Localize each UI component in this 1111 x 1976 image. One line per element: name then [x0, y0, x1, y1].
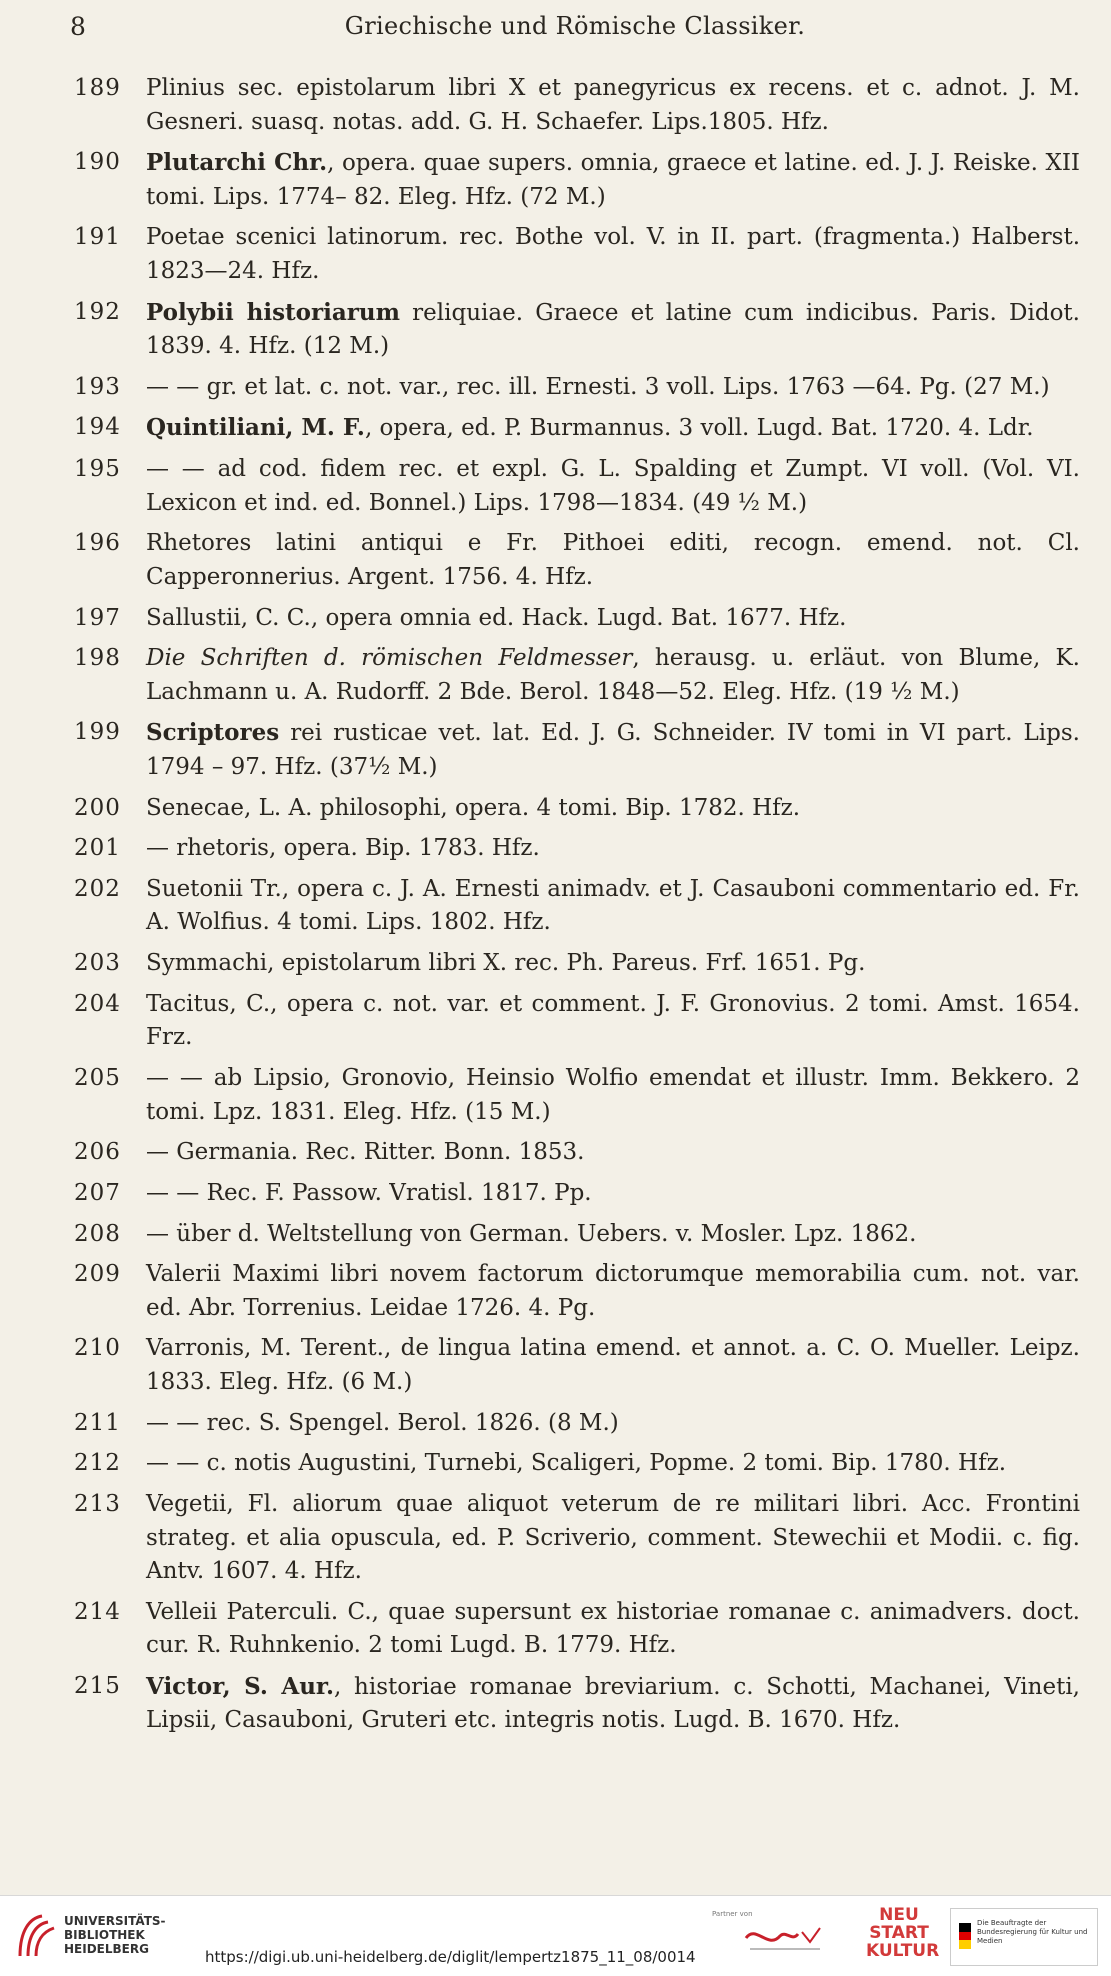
catalogue-entry [74, 873, 1080, 940]
entry-text [146, 716, 1080, 784]
entry-number: 203 [74, 950, 121, 977]
catalogue-entry [74, 947, 1080, 981]
partner-label: Partner von [712, 1910, 753, 1918]
entry-segment: — — gr. et lat. c. not. var., rec. ill. Ernesti. 3 voll. Lips. 1763 —64. Pg. (27 M.) [146, 373, 1050, 400]
entry-number: 206 [74, 1139, 121, 1166]
entry-segment: — — ad cod. fidem rec. et expl. G. L. Spalding et Zumpt. VI voll. (Vol. VI. Lexicon et ind. ed. Bonnel.) Lips. 1798—1834. (49 ½ M.) [146, 456, 1080, 516]
catalogue-entry [74, 1488, 1080, 1589]
catalogue-entry [74, 371, 1080, 405]
catalogue-entry [74, 1332, 1080, 1399]
entry-number: 199 [74, 719, 121, 746]
entry-text [146, 1218, 1080, 1252]
entry-text [146, 1488, 1080, 1589]
entry-number: 207 [74, 1179, 121, 1206]
entry-number: 191 [74, 224, 121, 251]
entry-text [146, 792, 1080, 826]
entry-number: 200 [74, 794, 121, 821]
catalogue-entry [74, 221, 1080, 288]
entry-segment: Vegetii, Fl. aliorum quae aliquot veterum de re militari libri. Acc. Frontini strateg. et alia opuscula, ed. P. Scriverio, comment. Stewechii et Modii. c. fig. Antv. 1607. 4. Hfz. [146, 1491, 1080, 1584]
neustart-kultur-logo[interactable]: NEU START KULTUR [866, 1905, 940, 1961]
entry-text [146, 1670, 1080, 1738]
entry-author: Quintiliani, M. F. [146, 414, 365, 442]
catalogue-entry [74, 296, 1080, 364]
entry-text [146, 1177, 1080, 1211]
entry-italic-title: Die Schriften d. römischen Feldmesser [146, 645, 633, 672]
entry-number: 194 [74, 414, 121, 441]
entry-segment: — — ab Lipsio, Gronovio, Heinsio Wolfio emendat et illustr. Imm. Bekkero. 2 tomi. Lpz. 1831. Eleg. Hfz. (15 M.) [146, 1065, 1080, 1125]
entry-segment: , opera. quae supers. omnia, graece et latine. ed. J. J. Reiske. XII tomi. Lips. 1774– 82. Eleg. Hfz. (72 M.) [146, 150, 1080, 210]
entry-number: 215 [74, 1672, 121, 1699]
entry-segment: Velleii Paterculi. C., quae supersunt ex historiae romanae c. animadvers. doct. cur. R. Ruhnkenio. 2 tomi Lugd. B. 1779. Hfz. [146, 1598, 1080, 1659]
entry-number: 205 [74, 1065, 121, 1091]
entry-segment: Tacitus, C., opera c. not. var. et comment. J. F. Gronovius. 2 tomi. Amst. 1654. Frz. [146, 990, 1080, 1051]
entry-segment: — — c. notis Augustini, Turnebi, Scaligeri, Popme. 2 tomi. Bip. 1780. Hfz. [146, 1450, 1007, 1477]
catalogue-entry [74, 1258, 1080, 1325]
bkm-logo[interactable] [950, 1908, 1098, 1966]
document-url[interactable]: https://digi.ub.uni-heidelberg.de/diglit/lempertz1875_11_08/0014 [205, 1948, 696, 1966]
entry-text [146, 602, 1080, 636]
catalogue-entry [74, 602, 1080, 636]
entry-text [146, 296, 1080, 364]
catalogue-entry [74, 642, 1080, 709]
entry-number: 190 [74, 149, 121, 176]
entry-text [146, 988, 1080, 1055]
entry-text [146, 146, 1080, 214]
entry-segment: Sallustii, C. C., opera omnia ed. Hack. Lugd. Bat. 1677. Hfz. [146, 604, 847, 631]
catalogue-entry [74, 411, 1080, 446]
entry-text [146, 1062, 1080, 1129]
catalogue-entry [74, 1136, 1080, 1170]
entry-text [146, 1447, 1080, 1481]
entry-segment: rei rusticae vet. lat. Ed. J. G. Schneider. IV tomi in VI part. Lips. 1794 – 97. Hfz. (37½ M.) [146, 720, 1080, 780]
entry-text [146, 411, 1080, 446]
entry-segment: — über d. Weltstellung von German. Uebers. v. Mosler. Lpz. 1862. [146, 1220, 917, 1247]
catalogue-entry [74, 1062, 1080, 1129]
entry-author: Plutarchi Chr. [146, 149, 328, 177]
entry-segment: Symmachi, epistolarum libri X. rec. Ph. Pareus. Frf. 1651. Pg. [146, 950, 866, 977]
entry-text [146, 72, 1080, 139]
catalogue-entry [74, 1218, 1080, 1252]
entry-segment: — — rec. S. Spengel. Berol. 1826. (8 M.) [146, 1409, 619, 1436]
entry-number: 209 [74, 1261, 121, 1288]
entry-text [146, 221, 1080, 288]
bkm-label: Die Beauftragte der Bundesregierung für Kultur und Medien [977, 1919, 1088, 1945]
page-header [70, 10, 1080, 50]
entry-author: Victor, S. Aur. [146, 1672, 334, 1700]
german-flag-icon [959, 1923, 971, 1949]
entry-number: 198 [74, 645, 121, 672]
entry-segment: Varronis, M. Terent., de lingua latina emend. et annot. a. C. O. Mueller. Leipz. 1833. Eleg. Hfz. (6 M.) [146, 1335, 1080, 1395]
entry-text [146, 1596, 1080, 1663]
catalogue-entry [74, 988, 1080, 1055]
catalogue-entry [74, 72, 1080, 139]
entry-number: 193 [74, 373, 121, 400]
running-title: Griechische und Römische Classiker. [344, 12, 806, 40]
entry-segment: Poetae scenici latinorum. rec. Bothe vol. V. in II. part. (fragmenta.) Halberst. 1823—24. Hfz. [146, 224, 1080, 284]
entry-number: 202 [74, 875, 121, 902]
entry-author: Polybii historiarum [146, 298, 400, 326]
entry-segment: , opera, ed. P. Burmannus. 3 voll. Lugd. Bat. 1720. 4. Ldr. [364, 415, 1034, 442]
catalogue-entry [74, 1447, 1080, 1481]
entry-text [146, 1407, 1080, 1441]
entry-number: 189 [74, 75, 121, 101]
entry-number: 208 [74, 1220, 121, 1247]
entry-number: 195 [74, 456, 121, 483]
entry-text [146, 1332, 1080, 1399]
entry-number: 197 [74, 604, 121, 631]
entry-number: 201 [74, 835, 121, 862]
entry-number: 210 [74, 1335, 121, 1362]
catalogue-entry [74, 1407, 1080, 1441]
entry-segment: — — Rec. F. Passow. Vratisl. 1817. Pp. [146, 1179, 592, 1206]
catalogue-entry [74, 527, 1080, 594]
entry-text [146, 947, 1080, 981]
entry-segment: Plinius sec. epistolarum libri X et panegyricus ex recens. et c. adnot. J. M. Gesneri. suasq. notas. add. G. H. Schaefer. Lips.1805. Hfz. [146, 75, 1080, 135]
entry-number: 212 [74, 1450, 121, 1477]
entry-segment: — rhetoris, opera. Bip. 1783. Hfz. [146, 835, 540, 862]
entry-text [146, 453, 1080, 520]
partner-logo-icon[interactable] [740, 1920, 832, 1956]
entry-segment: reliquiae. Graece et latine cum indicibus. Paris. Didot. 1839. 4. Hfz. (12 M.) [146, 299, 1080, 360]
catalogue-entry [74, 1177, 1080, 1211]
entry-number: 213 [74, 1491, 121, 1517]
entry-segment: , historiae romanae breviarium. c. Schotti, Machanei, Vineti, Lipsii, Casauboni, Gruteri etc. integris notis. Lugd. B. 1670. Hfz. [146, 1673, 1080, 1734]
entry-text [146, 1258, 1080, 1325]
page-number: 8 [70, 12, 86, 41]
entry-number: 214 [74, 1598, 121, 1625]
catalogue-entry [74, 1596, 1080, 1663]
catalogue-entry [74, 146, 1080, 214]
university-library-name[interactable]: UNIVERSITÄTS- BIBLIOTHEK HEIDELBERG [64, 1914, 166, 1956]
entry-number: 204 [74, 990, 121, 1017]
catalogue-entry [74, 1670, 1080, 1738]
entry-author: Scriptores [146, 719, 280, 747]
entry-number: 211 [74, 1409, 121, 1436]
entry-segment: Valerii Maximi libri novem factorum dictorumque memorabilia cum. not. var. ed. Abr. Torrenius. Leidae 1726. 4. Pg. [146, 1261, 1080, 1321]
entry-text [146, 527, 1080, 594]
catalogue-entry [74, 792, 1080, 826]
entry-text [146, 1136, 1080, 1170]
catalogue-entry [74, 716, 1080, 784]
catalogue-entries [74, 72, 1080, 1745]
university-library-logo-icon[interactable] [12, 1910, 58, 1962]
footer-bar [0, 1895, 1111, 1976]
entry-text [146, 832, 1080, 866]
entry-text [146, 642, 1080, 709]
entry-text [146, 371, 1080, 405]
entry-segment: Suetonii Tr., opera c. J. A. Ernesti animadv. et J. Casauboni commentario ed. Fr. A. Wolfius. 4 tomi. Lips. 1802. Hfz. [146, 875, 1080, 936]
entry-segment: , herausg. u. erläut. von Blume, K. Lachmann u. A. Rudorff. 2 Bde. Berol. 1848—52. Eleg. Hfz. (19 ½ M.) [146, 645, 1080, 705]
entry-segment: Senecae, L. A. philosophi, opera. 4 tomi. Bip. 1782. Hfz. [146, 794, 801, 821]
entry-number: 196 [74, 530, 121, 557]
entry-number: 192 [74, 298, 121, 325]
entry-segment: — Germania. Rec. Ritter. Bonn. 1853. [146, 1139, 585, 1166]
entry-text [146, 873, 1080, 940]
catalogue-entry [74, 832, 1080, 866]
catalogue-entry [74, 453, 1080, 520]
entry-segment: Rhetores latini antiqui e Fr. Pithoei editi, recogn. emend. not. Cl. Capperonnerius. Argent. 1756. 4. Hfz. [146, 530, 1080, 590]
